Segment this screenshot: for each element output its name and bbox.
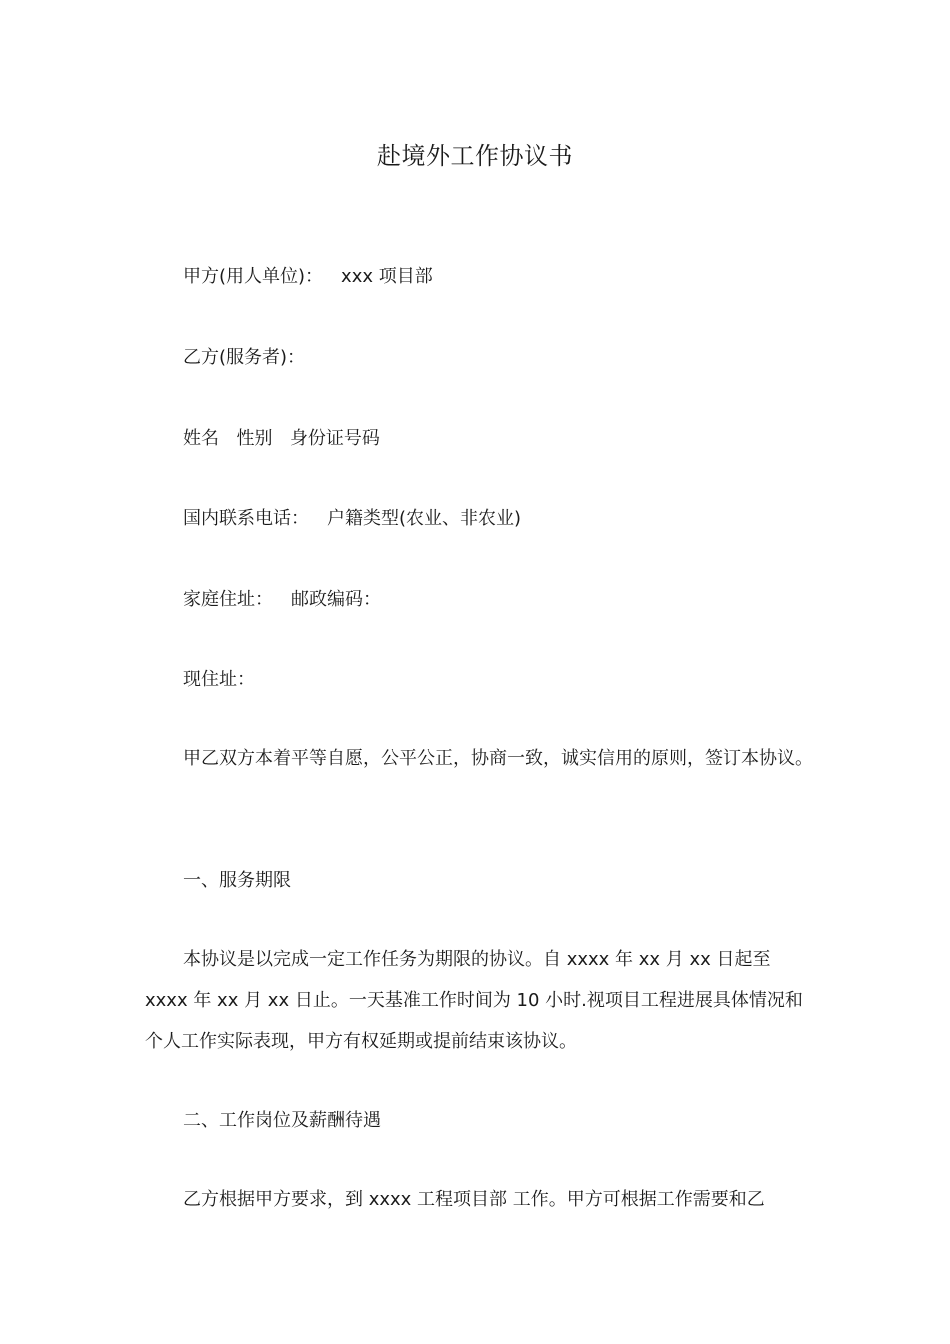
section-2-heading: 二、工作岗位及薪酬待遇 [183, 1110, 381, 1131]
home-address-label: 家庭住址： [183, 589, 273, 610]
party-b-label: 乙方(服务者)： [183, 347, 306, 368]
household-type-label: 户籍类型(农业、非农业) [327, 508, 522, 529]
postal-code-label: 邮政编码： [291, 589, 381, 610]
section-1-paragraph: 本协议是以完成一定工作任务为期限的协议。自 xxxx 年 xx 月 xx 日起至 xxxx 年 xx 月 xx 日止。一天基准工作时间为 10 小时.视项目工程进展具体情况和个人工作实际表现，甲方有权延期或提前结束该协议。 [145, 949, 803, 1052]
name-label: 姓名 [183, 428, 219, 449]
document-title: 赴境外工作协议书 [377, 142, 573, 170]
section-1-heading: 一、服务期限 [183, 870, 291, 891]
current-address-label: 现住址： [183, 669, 255, 690]
section-2-paragraph: 乙方根据甲方要求，到 xxxx 工程项目部 工作。甲方可根据工作需要和乙 [183, 1189, 765, 1210]
address-postal-line [183, 588, 381, 612]
personal-fields-line [183, 427, 380, 451]
phone-label: 国内联系电话： [183, 508, 309, 529]
party-a-line [183, 265, 433, 289]
intro-paragraph: 甲乙双方本着平等自愿，公平公正，协商一致，诚实信用的原则，签订本协议。 [183, 748, 813, 769]
party-a-value: xxx 项目部 [341, 266, 433, 287]
party-a-label: 甲方(用人单位)： [183, 266, 324, 287]
gender-label: 性别 [236, 428, 273, 449]
id-number-label: 身份证号码 [289, 428, 380, 449]
phone-household-line [183, 507, 521, 531]
